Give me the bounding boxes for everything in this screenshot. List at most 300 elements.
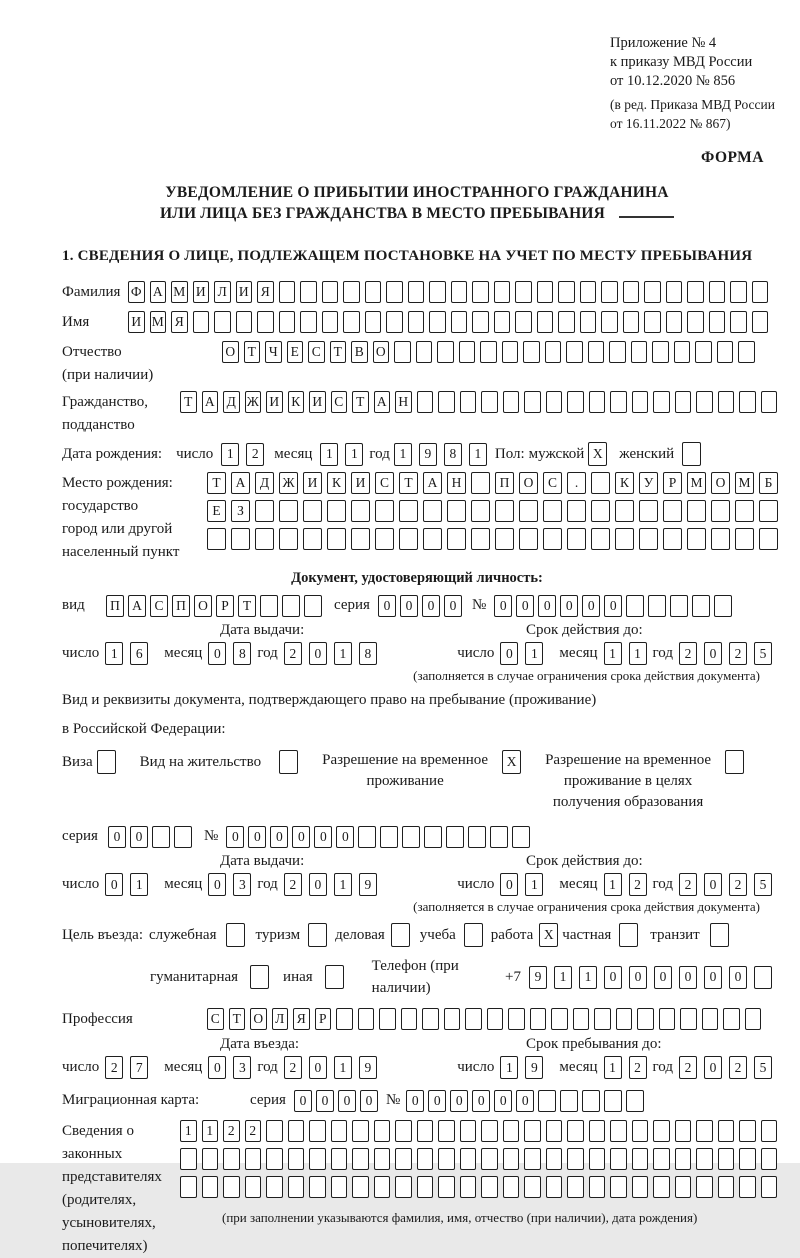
char-box[interactable] <box>481 391 498 413</box>
char-box[interactable] <box>730 281 747 303</box>
char-box[interactable] <box>558 311 575 333</box>
char-box[interactable] <box>288 1148 305 1170</box>
char-box[interactable]: 2 <box>679 642 697 665</box>
char-box[interactable] <box>152 826 170 848</box>
char-box[interactable] <box>711 528 730 550</box>
identity-expiry-day-boxes[interactable] <box>500 642 543 665</box>
char-box[interactable]: 0 <box>248 826 266 848</box>
char-box[interactable] <box>609 341 626 363</box>
char-box[interactable] <box>714 595 732 617</box>
char-box[interactable]: В <box>351 341 368 363</box>
char-box[interactable]: 1 <box>345 443 363 466</box>
char-box[interactable] <box>696 1176 713 1198</box>
char-box[interactable] <box>336 1008 353 1030</box>
char-box[interactable]: О <box>222 341 239 363</box>
char-box[interactable] <box>447 500 466 522</box>
char-box[interactable]: 0 <box>704 966 722 989</box>
char-box[interactable] <box>588 341 605 363</box>
char-box[interactable]: 0 <box>494 595 512 617</box>
char-box[interactable] <box>589 1176 606 1198</box>
char-box[interactable] <box>730 311 747 333</box>
char-box[interactable] <box>300 281 317 303</box>
char-box[interactable] <box>515 281 532 303</box>
char-box[interactable] <box>386 311 403 333</box>
char-box[interactable] <box>495 500 514 522</box>
char-box[interactable] <box>591 500 610 522</box>
char-box[interactable] <box>325 965 344 989</box>
char-box[interactable] <box>503 1176 520 1198</box>
char-box[interactable] <box>245 1148 262 1170</box>
char-box[interactable]: Ч <box>265 341 282 363</box>
residence-issue-month-boxes[interactable] <box>208 873 251 896</box>
char-box[interactable]: Т <box>399 472 418 494</box>
char-box[interactable]: М <box>687 472 706 494</box>
char-box[interactable] <box>675 1120 692 1142</box>
char-box[interactable] <box>422 1008 439 1030</box>
char-box[interactable]: . <box>567 472 586 494</box>
char-box[interactable] <box>193 311 210 333</box>
purpose-private-checkbox[interactable] <box>619 923 638 947</box>
char-box[interactable] <box>380 826 398 848</box>
char-box[interactable] <box>543 528 562 550</box>
char-box[interactable] <box>351 500 370 522</box>
char-box[interactable] <box>394 341 411 363</box>
char-box[interactable]: 8 <box>359 642 377 665</box>
char-box[interactable] <box>759 528 778 550</box>
char-box[interactable]: С <box>308 341 325 363</box>
char-box[interactable] <box>680 1008 697 1030</box>
char-box[interactable]: З <box>231 500 250 522</box>
char-box[interactable] <box>545 341 562 363</box>
char-box[interactable] <box>639 528 658 550</box>
char-box[interactable]: И <box>193 281 210 303</box>
char-box[interactable]: 1 <box>394 443 412 466</box>
char-box[interactable] <box>601 281 618 303</box>
char-box[interactable]: 0 <box>336 826 354 848</box>
char-box[interactable]: 0 <box>270 826 288 848</box>
char-box[interactable] <box>558 281 575 303</box>
char-box[interactable]: Д <box>255 472 274 494</box>
char-box[interactable] <box>696 391 713 413</box>
char-box[interactable] <box>754 966 772 989</box>
char-box[interactable] <box>524 1176 541 1198</box>
char-box[interactable] <box>752 311 769 333</box>
char-box[interactable] <box>375 528 394 550</box>
char-box[interactable] <box>567 1176 584 1198</box>
char-box[interactable] <box>623 311 640 333</box>
char-box[interactable] <box>471 528 490 550</box>
char-box[interactable]: Л <box>214 281 231 303</box>
char-box[interactable] <box>438 391 455 413</box>
char-box[interactable] <box>257 311 274 333</box>
patronymic-char-boxes[interactable] <box>222 341 755 363</box>
char-box[interactable] <box>424 826 442 848</box>
char-box[interactable] <box>437 341 454 363</box>
char-box[interactable] <box>214 311 231 333</box>
residence-series-boxes[interactable] <box>108 826 192 848</box>
char-box[interactable] <box>546 1176 563 1198</box>
visa-checkbox[interactable] <box>97 750 116 774</box>
char-box[interactable] <box>546 391 563 413</box>
purpose-tourism-checkbox[interactable] <box>308 923 327 947</box>
char-box[interactable] <box>632 1120 649 1142</box>
identity-issue-month-boxes[interactable] <box>208 642 251 665</box>
char-box[interactable] <box>503 1120 520 1142</box>
char-box[interactable] <box>745 1008 762 1030</box>
char-box[interactable] <box>696 1148 713 1170</box>
char-box[interactable] <box>236 311 253 333</box>
char-box[interactable] <box>752 281 769 303</box>
phone-boxes[interactable] <box>529 966 772 989</box>
char-box[interactable] <box>374 1148 391 1170</box>
char-box[interactable]: 5 <box>754 642 772 665</box>
char-box[interactable] <box>594 1008 611 1030</box>
char-box[interactable] <box>343 281 360 303</box>
char-box[interactable]: 3 <box>233 1056 251 1079</box>
char-box[interactable]: А <box>374 391 391 413</box>
char-box[interactable]: 0 <box>130 826 148 848</box>
migration-number-boxes[interactable] <box>406 1090 644 1112</box>
char-box[interactable]: О <box>373 341 390 363</box>
char-box[interactable]: 0 <box>294 1090 312 1112</box>
char-box[interactable] <box>358 826 376 848</box>
char-box[interactable]: 0 <box>472 1090 490 1112</box>
temp-permit-checkbox[interactable] <box>502 750 521 774</box>
residence-number-boxes[interactable] <box>226 826 530 848</box>
char-box[interactable]: М <box>171 281 188 303</box>
char-box[interactable] <box>567 391 584 413</box>
char-box[interactable] <box>202 1148 219 1170</box>
char-box[interactable]: 0 <box>679 966 697 989</box>
char-box[interactable]: 9 <box>359 873 377 896</box>
char-box[interactable] <box>282 595 300 617</box>
char-box[interactable]: 2 <box>223 1120 240 1142</box>
birth-day-boxes[interactable] <box>221 443 264 466</box>
char-box[interactable] <box>471 500 490 522</box>
char-box[interactable]: 9 <box>525 1056 543 1079</box>
purpose-official-checkbox[interactable] <box>226 923 245 947</box>
char-box[interactable]: 2 <box>284 642 302 665</box>
char-box[interactable]: 0 <box>226 826 244 848</box>
char-box[interactable] <box>709 281 726 303</box>
char-box[interactable]: 1 <box>525 873 543 896</box>
char-box[interactable] <box>739 1120 756 1142</box>
char-box[interactable]: 0 <box>208 642 226 665</box>
char-box[interactable] <box>718 1120 735 1142</box>
char-box[interactable]: Е <box>287 341 304 363</box>
char-box[interactable] <box>524 1148 541 1170</box>
char-box[interactable] <box>279 528 298 550</box>
char-box[interactable]: 5 <box>754 873 772 896</box>
char-box[interactable] <box>304 595 322 617</box>
sex-male-checkbox[interactable] <box>588 442 607 466</box>
char-box[interactable] <box>207 528 226 550</box>
char-box[interactable] <box>399 528 418 550</box>
char-box[interactable] <box>481 1176 498 1198</box>
char-box[interactable] <box>632 1176 649 1198</box>
char-box[interactable]: К <box>615 472 634 494</box>
sex-female-checkbox[interactable] <box>682 442 701 466</box>
char-box[interactable] <box>223 1176 240 1198</box>
char-box[interactable] <box>399 500 418 522</box>
char-box[interactable] <box>446 826 464 848</box>
char-box[interactable]: 0 <box>314 826 332 848</box>
profession-char-boxes[interactable] <box>207 1008 761 1030</box>
char-box[interactable]: 5 <box>754 1056 772 1079</box>
char-box[interactable] <box>551 1008 568 1030</box>
char-box[interactable] <box>386 281 403 303</box>
char-box[interactable] <box>322 281 339 303</box>
purpose-work-checkbox[interactable] <box>539 923 558 947</box>
char-box[interactable]: 2 <box>729 1056 747 1079</box>
char-box[interactable]: 1 <box>604 873 622 896</box>
char-box[interactable] <box>429 311 446 333</box>
char-box[interactable] <box>444 1008 461 1030</box>
char-box[interactable]: П <box>172 595 190 617</box>
char-box[interactable] <box>327 500 346 522</box>
doc-number-boxes[interactable] <box>494 595 732 617</box>
char-box[interactable]: Т <box>352 391 369 413</box>
char-box[interactable]: Н <box>447 472 466 494</box>
char-box[interactable] <box>365 311 382 333</box>
char-box[interactable]: 0 <box>400 595 418 617</box>
char-box[interactable]: Т <box>238 595 256 617</box>
char-box[interactable]: 2 <box>284 1056 302 1079</box>
char-box[interactable] <box>202 1176 219 1198</box>
char-box[interactable]: И <box>266 391 283 413</box>
char-box[interactable]: 1 <box>579 966 597 989</box>
char-box[interactable] <box>279 500 298 522</box>
char-box[interactable] <box>582 1090 600 1112</box>
char-box[interactable] <box>231 528 250 550</box>
purpose-humanitarian-checkbox[interactable] <box>250 965 269 989</box>
char-box[interactable]: 1 <box>469 443 487 466</box>
char-box[interactable]: Р <box>663 472 682 494</box>
residence-permit-checkbox[interactable] <box>279 750 298 774</box>
residence-expiry-day-boxes[interactable] <box>500 873 543 896</box>
char-box[interactable] <box>331 1148 348 1170</box>
stay-day-boxes[interactable] <box>500 1056 543 1079</box>
char-box[interactable]: 0 <box>428 1090 446 1112</box>
char-box[interactable]: 2 <box>284 873 302 896</box>
char-box[interactable]: 1 <box>334 1056 352 1079</box>
char-box[interactable]: 1 <box>629 642 647 665</box>
char-box[interactable]: С <box>375 472 394 494</box>
char-box[interactable] <box>663 528 682 550</box>
char-box[interactable]: 0 <box>604 595 622 617</box>
char-box[interactable]: 0 <box>704 642 722 665</box>
char-box[interactable] <box>447 528 466 550</box>
char-box[interactable]: 1 <box>604 642 622 665</box>
char-box[interactable] <box>695 341 712 363</box>
char-box[interactable]: 0 <box>604 966 622 989</box>
char-box[interactable]: 0 <box>500 873 518 896</box>
char-box[interactable] <box>459 341 476 363</box>
char-box[interactable] <box>279 311 296 333</box>
char-box[interactable] <box>451 281 468 303</box>
char-box[interactable]: 0 <box>309 642 327 665</box>
char-box[interactable] <box>566 341 583 363</box>
char-box[interactable]: Н <box>395 391 412 413</box>
char-box[interactable]: 9 <box>359 1056 377 1079</box>
char-box[interactable] <box>358 1008 375 1030</box>
char-box[interactable] <box>546 1148 563 1170</box>
char-box[interactable] <box>644 311 661 333</box>
char-box[interactable] <box>279 281 296 303</box>
char-box[interactable] <box>97 750 116 774</box>
char-box[interactable]: 0 <box>704 873 722 896</box>
char-box[interactable]: М <box>735 472 754 494</box>
char-box[interactable]: П <box>106 595 124 617</box>
residence-issue-day-boxes[interactable] <box>105 873 148 896</box>
char-box[interactable]: А <box>423 472 442 494</box>
char-box[interactable]: Л <box>272 1008 289 1030</box>
char-box[interactable]: 9 <box>529 966 547 989</box>
entry-day-boxes[interactable] <box>105 1056 148 1079</box>
char-box[interactable]: 2 <box>729 642 747 665</box>
char-box[interactable] <box>619 923 638 947</box>
entry-month-boxes[interactable] <box>208 1056 251 1079</box>
char-box[interactable] <box>401 1008 418 1030</box>
char-box[interactable]: С <box>543 472 562 494</box>
char-box[interactable]: 0 <box>560 595 578 617</box>
char-box[interactable]: Д <box>223 391 240 413</box>
char-box[interactable]: 0 <box>105 873 123 896</box>
char-box[interactable] <box>375 500 394 522</box>
char-box[interactable] <box>738 341 755 363</box>
char-box[interactable] <box>687 528 706 550</box>
surname-char-boxes[interactable] <box>128 281 768 303</box>
char-box[interactable]: 0 <box>292 826 310 848</box>
char-box[interactable] <box>494 311 511 333</box>
char-box[interactable] <box>379 1008 396 1030</box>
char-box[interactable]: 0 <box>516 595 534 617</box>
identity-expiry-month-boxes[interactable] <box>604 642 647 665</box>
char-box[interactable] <box>468 826 486 848</box>
residence-issue-year-boxes[interactable] <box>284 873 377 896</box>
char-box[interactable] <box>696 1120 713 1142</box>
char-box[interactable]: 1 <box>105 642 123 665</box>
legal-reps-row2-boxes[interactable] <box>180 1148 777 1170</box>
char-box[interactable] <box>675 1176 692 1198</box>
char-box[interactable] <box>417 1176 434 1198</box>
char-box[interactable] <box>464 923 483 947</box>
char-box[interactable]: 1 <box>202 1120 219 1142</box>
char-box[interactable]: 1 <box>554 966 572 989</box>
char-box[interactable] <box>250 965 269 989</box>
char-box[interactable] <box>567 1148 584 1170</box>
identity-issue-day-boxes[interactable] <box>105 642 148 665</box>
edu-permit-checkbox[interactable] <box>725 750 744 774</box>
char-box[interactable] <box>666 281 683 303</box>
char-box[interactable] <box>663 500 682 522</box>
char-box[interactable] <box>580 281 597 303</box>
char-box[interactable] <box>626 595 644 617</box>
char-box[interactable]: 7 <box>130 1056 148 1079</box>
char-box[interactable] <box>395 1148 412 1170</box>
char-box[interactable]: 8 <box>444 443 462 466</box>
char-box[interactable] <box>659 1008 676 1030</box>
char-box[interactable] <box>451 311 468 333</box>
char-box[interactable] <box>266 1176 283 1198</box>
char-box[interactable] <box>616 1008 633 1030</box>
char-box[interactable] <box>502 341 519 363</box>
char-box[interactable]: 6 <box>130 642 148 665</box>
char-box[interactable]: Т <box>330 341 347 363</box>
char-box[interactable]: 1 <box>334 873 352 896</box>
char-box[interactable]: Б <box>759 472 778 494</box>
char-box[interactable] <box>402 826 420 848</box>
char-box[interactable] <box>309 1148 326 1170</box>
char-box[interactable] <box>653 1176 670 1198</box>
char-box[interactable] <box>692 595 710 617</box>
char-box[interactable]: 0 <box>629 966 647 989</box>
char-box[interactable] <box>279 750 298 774</box>
char-box[interactable]: А <box>128 595 146 617</box>
char-box[interactable]: 0 <box>108 826 126 848</box>
char-box[interactable] <box>610 1148 627 1170</box>
doc-series-boxes[interactable] <box>378 595 462 617</box>
char-box[interactable]: 9 <box>419 443 437 466</box>
char-box[interactable]: Т <box>180 391 197 413</box>
char-box[interactable] <box>408 281 425 303</box>
identity-expiry-year-boxes[interactable] <box>679 642 772 665</box>
char-box[interactable] <box>374 1120 391 1142</box>
char-box[interactable]: 0 <box>444 595 462 617</box>
char-box[interactable]: X <box>539 923 558 947</box>
char-box[interactable] <box>632 391 649 413</box>
char-box[interactable] <box>560 1090 578 1112</box>
purpose-transit-checkbox[interactable] <box>710 923 729 947</box>
char-box[interactable] <box>631 341 648 363</box>
char-box[interactable]: 0 <box>582 595 600 617</box>
char-box[interactable] <box>494 281 511 303</box>
char-box[interactable] <box>739 1148 756 1170</box>
char-box[interactable]: 2 <box>679 873 697 896</box>
char-box[interactable] <box>352 1148 369 1170</box>
char-box[interactable] <box>653 1148 670 1170</box>
char-box[interactable] <box>653 391 670 413</box>
char-box[interactable] <box>351 528 370 550</box>
char-box[interactable]: 2 <box>729 873 747 896</box>
char-box[interactable] <box>718 391 735 413</box>
char-box[interactable]: О <box>194 595 212 617</box>
char-box[interactable]: И <box>128 311 145 333</box>
char-box[interactable] <box>417 1148 434 1170</box>
char-box[interactable] <box>322 311 339 333</box>
char-box[interactable] <box>331 1176 348 1198</box>
char-box[interactable] <box>460 1148 477 1170</box>
char-box[interactable] <box>374 1176 391 1198</box>
char-box[interactable]: 2 <box>105 1056 123 1079</box>
char-box[interactable]: 2 <box>629 873 647 896</box>
char-box[interactable]: 0 <box>422 595 440 617</box>
char-box[interactable]: 0 <box>500 642 518 665</box>
char-box[interactable] <box>408 311 425 333</box>
char-box[interactable] <box>718 1148 735 1170</box>
char-box[interactable] <box>759 500 778 522</box>
char-box[interactable] <box>761 1148 778 1170</box>
char-box[interactable] <box>255 500 274 522</box>
char-box[interactable]: Е <box>207 500 226 522</box>
char-box[interactable]: 0 <box>208 1056 226 1079</box>
char-box[interactable]: 2 <box>629 1056 647 1079</box>
char-box[interactable] <box>490 826 508 848</box>
char-box[interactable] <box>515 311 532 333</box>
char-box[interactable]: 0 <box>654 966 672 989</box>
char-box[interactable] <box>580 311 597 333</box>
char-box[interactable]: К <box>327 472 346 494</box>
